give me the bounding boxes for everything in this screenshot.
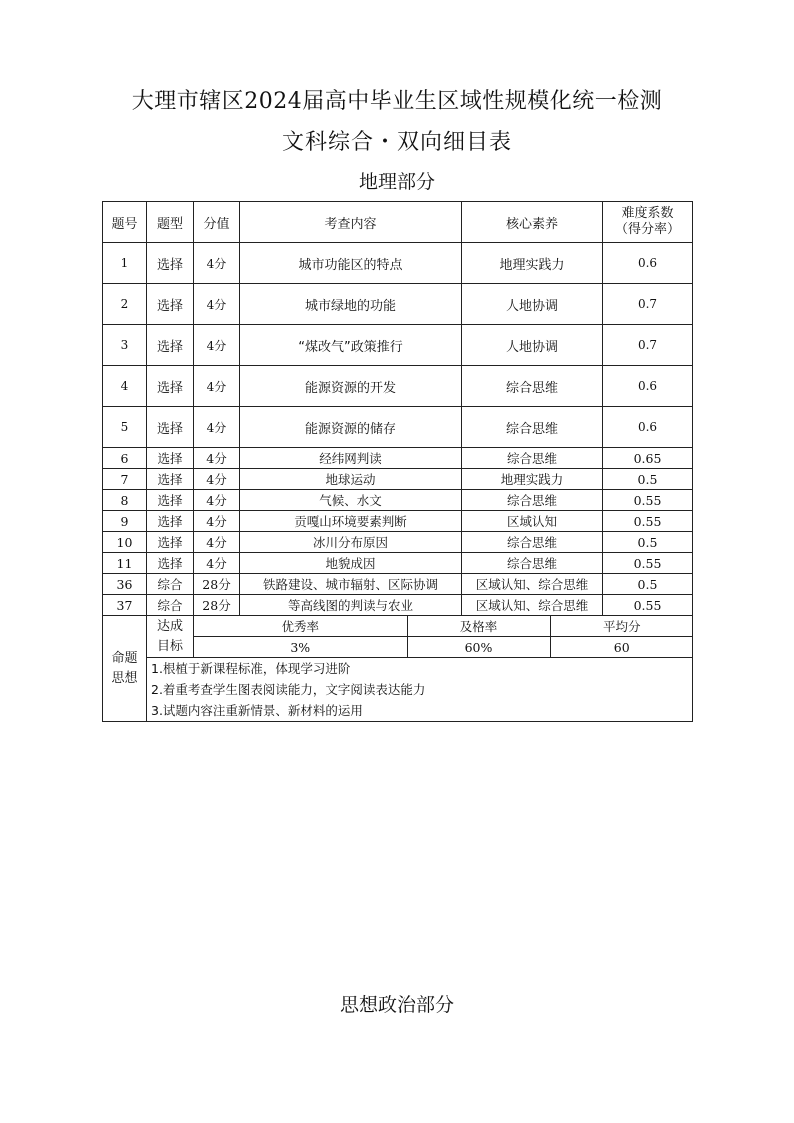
cell-no: 7 (103, 469, 147, 490)
cell-content: 城市绿地的功能 (240, 284, 462, 325)
cell-score: 4分 (194, 284, 240, 325)
header-competency: 核心素养 (462, 202, 603, 243)
cell-no: 2 (103, 284, 147, 325)
cell-content: 铁路建设、城市辐射、区际协调 (240, 574, 462, 595)
cell-no: 10 (103, 532, 147, 553)
cell-difficulty: 0.55 (603, 595, 693, 616)
table-row (103, 595, 693, 616)
val-average-score: 60 (550, 637, 693, 658)
cell-score: 4分 (194, 407, 240, 448)
idea-point-2: 2.着重考查学生图表阅读能力，文字阅读表达能力 (151, 682, 426, 697)
document-title: 大理市辖区2024届高中毕业生区域性规模化统一检测 (131, 89, 663, 114)
table-row (103, 243, 693, 284)
cell-no: 3 (103, 325, 147, 366)
cell-competency: 综合思维 (462, 366, 603, 407)
cell-no: 11 (103, 553, 147, 574)
table-row (103, 553, 693, 574)
cell-score: 4分 (194, 325, 240, 366)
cell-competency: 区域认知 (462, 511, 603, 532)
header-type: 题型 (147, 202, 194, 243)
section-title-politics: 思想政治部分 (339, 994, 454, 1016)
idea-point-1: 1.根植于新课程标准，体现学习进阶 (151, 661, 351, 676)
table-row (103, 284, 693, 325)
cell-type: 选择 (147, 490, 194, 511)
cell-type: 选择 (147, 407, 194, 448)
cell-score: 28分 (194, 574, 240, 595)
cell-type: 选择 (147, 553, 194, 574)
target-grid (194, 616, 693, 658)
table-row (103, 511, 693, 532)
cell-type: 选择 (147, 448, 194, 469)
cell-type: 选择 (147, 325, 194, 366)
cell-difficulty: 0.7 (603, 284, 693, 325)
cell-no: 4 (103, 366, 147, 407)
specification-table (102, 201, 693, 722)
cell-no: 6 (103, 448, 147, 469)
cell-score: 4分 (194, 469, 240, 490)
cell-content: 等高线图的判读与农业 (240, 595, 462, 616)
cell-score: 4分 (194, 243, 240, 284)
cell-content: “煤改气”政策推行 (240, 325, 462, 366)
cell-content: 地球运动 (240, 469, 462, 490)
cell-difficulty: 0.55 (603, 553, 693, 574)
idea-points (147, 658, 693, 722)
cell-difficulty: 0.7 (603, 325, 693, 366)
cell-content: 能源资源的开发 (240, 366, 462, 407)
cell-content: 气候、水文 (240, 490, 462, 511)
table-row (103, 490, 693, 511)
cell-score: 4分 (194, 553, 240, 574)
table-row (103, 448, 693, 469)
cell-difficulty: 0.5 (603, 574, 693, 595)
cell-score: 4分 (194, 448, 240, 469)
cell-competency: 区域认知、综合思维 (462, 595, 603, 616)
cell-difficulty: 0.55 (603, 490, 693, 511)
cell-content: 地貌成因 (240, 553, 462, 574)
cell-difficulty: 0.6 (603, 243, 693, 284)
cell-no: 9 (103, 511, 147, 532)
cell-competency: 综合思维 (462, 532, 603, 553)
cell-difficulty: 0.6 (603, 407, 693, 448)
cell-content: 经纬网判读 (240, 448, 462, 469)
cell-type: 选择 (147, 284, 194, 325)
target-label: 达成 目标 (147, 616, 194, 658)
table-row (103, 407, 693, 448)
cell-competency: 地理实践力 (462, 243, 603, 284)
table-row (103, 532, 693, 553)
cell-no: 5 (103, 407, 147, 448)
cell-difficulty: 0.5 (603, 469, 693, 490)
idea-points-row (103, 658, 693, 722)
cell-no: 8 (103, 490, 147, 511)
cell-content: 城市功能区的特点 (240, 243, 462, 284)
cell-difficulty: 0.6 (603, 366, 693, 407)
col-excellent-rate: 优秀率 (194, 616, 407, 637)
cell-type: 选择 (147, 511, 194, 532)
cell-type: 选择 (147, 532, 194, 553)
cell-score: 4分 (194, 532, 240, 553)
header-no: 题号 (103, 202, 147, 243)
cell-competency: 综合思维 (462, 407, 603, 448)
header-content: 考查内容 (240, 202, 462, 243)
cell-no: 1 (103, 243, 147, 284)
header-difficulty: 难度系数 （得分率） (603, 202, 693, 243)
cell-content: 贡嘎山环境要素判断 (240, 511, 462, 532)
cell-no: 36 (103, 574, 147, 595)
idea-targets-row (103, 616, 693, 658)
cell-score: 4分 (194, 511, 240, 532)
cell-type: 选择 (147, 366, 194, 407)
col-pass-rate: 及格率 (407, 616, 550, 637)
cell-competency: 区域认知、综合思维 (462, 574, 603, 595)
cell-difficulty: 0.5 (603, 532, 693, 553)
cell-competency: 综合思维 (462, 490, 603, 511)
table-row (103, 325, 693, 366)
cell-score: 4分 (194, 366, 240, 407)
section-title-geography: 地理部分 (358, 171, 435, 193)
cell-no: 37 (103, 595, 147, 616)
idea-point-3: 3.试题内容注重新情景、新材料的运用 (151, 703, 363, 718)
cell-competency: 人地协调 (462, 325, 603, 366)
cell-competency: 综合思维 (462, 448, 603, 469)
table-row (103, 574, 693, 595)
table-header-row (103, 202, 693, 243)
cell-type: 选择 (147, 243, 194, 284)
val-pass-rate: 60% (407, 637, 550, 658)
cell-score: 4分 (194, 490, 240, 511)
header-score: 分值 (194, 202, 240, 243)
cell-score: 28分 (194, 595, 240, 616)
table-row (103, 469, 693, 490)
col-average-score: 平均分 (550, 616, 693, 637)
idea-label: 命题 思想 (103, 616, 147, 722)
cell-difficulty: 0.65 (603, 448, 693, 469)
table-row (103, 366, 693, 407)
document-subtitle: 文科综合・双向细目表 (281, 130, 512, 155)
cell-type: 选择 (147, 469, 194, 490)
cell-content: 冰川分布原因 (240, 532, 462, 553)
cell-difficulty: 0.55 (603, 511, 693, 532)
cell-type: 综合 (147, 574, 194, 595)
cell-content: 能源资源的储存 (240, 407, 462, 448)
cell-competency: 人地协调 (462, 284, 603, 325)
cell-competency: 综合思维 (462, 553, 603, 574)
val-excellent-rate: 3% (290, 639, 311, 655)
cell-type: 综合 (147, 595, 194, 616)
cell-competency: 地理实践力 (462, 469, 603, 490)
